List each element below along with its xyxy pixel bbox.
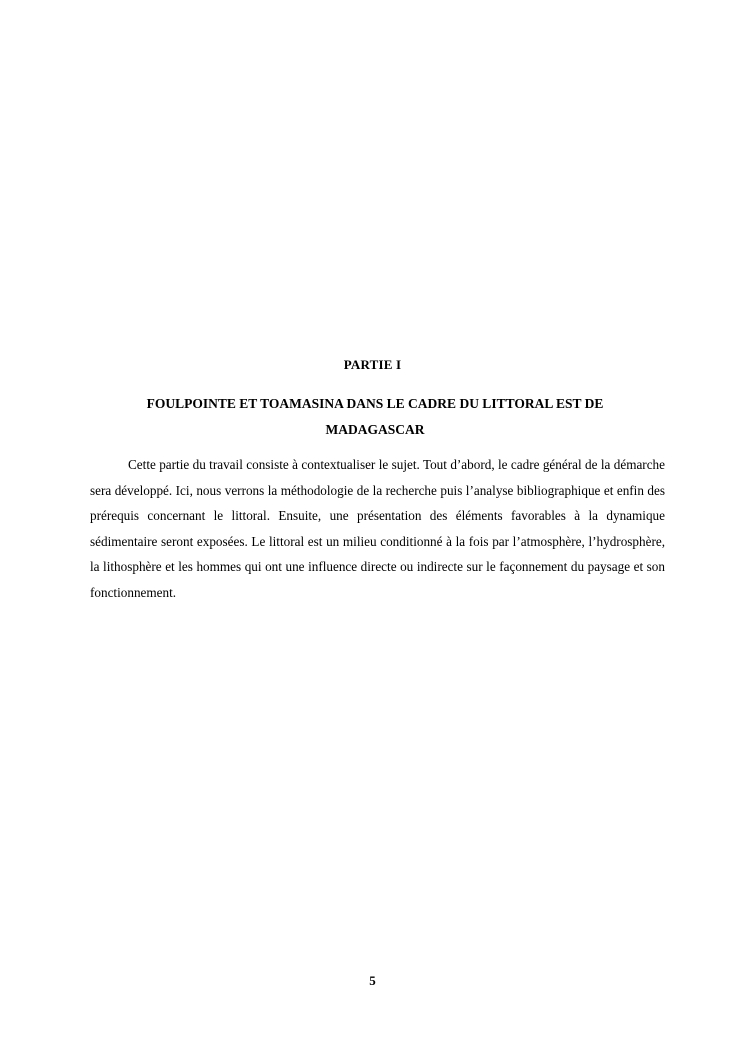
page-number: 5 [369, 973, 376, 988]
part-heading: PARTIE I [343, 357, 402, 372]
intro-paragraph: Cette partie du travail consiste à contextualiser le sujet. Tout d’abord, le cadre général de la démarche sera développé. Ici, nous verrons la méthodologie de la recherche puis l’analyse bibliographique et enfin des prérequis concernant le littoral. Ensuite, une présentation des éléments favorables à la dynamique sédimentaire seront exposées. Le littoral est un milieu conditionné à la fois par l’atmosphère, l’hydrosphère, la lithosphère et les hommes qui ont une influence directe ou indirecte sur le façonnement du paysage et son fonctionnement. [90, 457, 665, 600]
section-title: FOULPOINTE ET TOAMASINA DANS LE CADRE DU LITTORAL EST DE MADAGASCAR [146, 396, 604, 437]
